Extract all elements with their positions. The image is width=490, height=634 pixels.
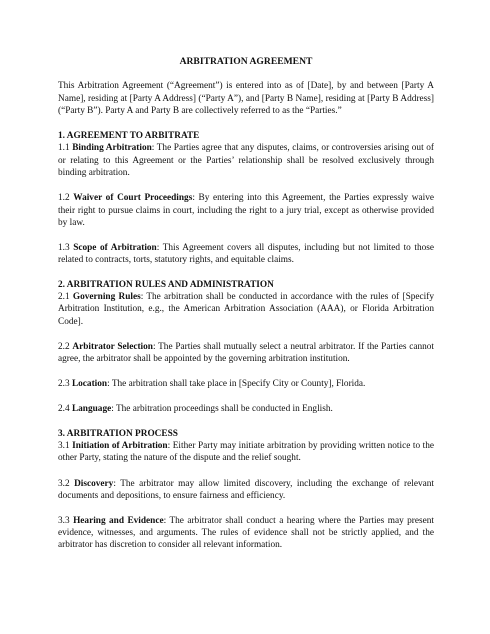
clause-number: 2.2 — [58, 342, 73, 353]
clause-number: 1.3 — [58, 242, 74, 253]
clause-text: : By entering into this Agreement, the Parties expressly waive their right to pursue claims in court, including the right to a jury trial, except as otherwise provided by law. — [58, 193, 435, 228]
clause-term: Governing Rules — [72, 292, 141, 303]
clause-term: Hearing and Evidence — [73, 515, 164, 526]
clause-1-1 — [58, 142, 434, 179]
clause-term: Language — [71, 403, 112, 414]
clause-term: Discovery — [74, 478, 114, 489]
document-title: ARBITRATION AGREEMENT — [179, 56, 313, 67]
clause-3-2 — [58, 478, 434, 503]
clause-3-1 — [58, 440, 434, 465]
clause-text: : Either Party may initiate arbitration by providing written notice to the other Party, stating the nature of the dispute and the relief sought. — [58, 441, 434, 464]
clause-number: 1.2 — [58, 193, 74, 204]
clause-number: 2.4 — [58, 403, 72, 414]
clause-text: : This Agreement covers all disputes, including but not limited to those related to contracts, torts, statutory rights, and equitable claims. — [58, 242, 434, 266]
section-heading: 2. ARBITRATION RULES AND ADMINISTRATION — [58, 279, 274, 290]
section-3 — [58, 428, 434, 552]
clause-text: : The arbitrator shall conduct a hearing where the Parties may present evidence, witnesses, and arguments. The rules of evidence shall not be strictly applied, and the arbitrator has discretion to consider all relevant information. — [58, 515, 435, 551]
clause-term: Location — [71, 379, 108, 390]
clause-text: : The arbitration proceedings shall be conducted in English. — [111, 403, 333, 414]
clause-number: 2.1 — [58, 292, 73, 303]
clause-term: Scope of Arbitration — [73, 242, 157, 253]
clause-text: : The arbitration shall take place in [Specify City or County], Florida. — [107, 379, 366, 390]
clause-number: 3.3 — [58, 515, 74, 526]
clause-1-3 — [58, 242, 434, 267]
clause-term: Arbitrator Selection — [72, 342, 153, 353]
clause-term: Waiver of Court Proceedings — [73, 193, 193, 204]
document-body — [58, 56, 434, 564]
clause-text: : The arbitrator may allow limited discovery, including the exchange of relevant documents and depositions, to ensure fairness and efficiency. — [58, 478, 434, 501]
clause-1-2 — [58, 192, 434, 229]
section-1 — [58, 130, 434, 266]
clause-number: 3.1 — [58, 441, 73, 452]
clause-term: Binding Arbitration — [72, 143, 152, 154]
clause-text: : The arbitration shall be conducted in accordance with the rules of [Specify Arbitration Institution, e.g., the American Arbitration Association (AAA), or Florida Arbitration Code]. — [58, 292, 434, 327]
clause-text: : The Parties shall mutually select a neutral arbitrator. If the Parties cannot agree, the arbitrator shall be appointed by the governing arbitration institution. — [58, 342, 434, 365]
clause-2-4 — [58, 403, 434, 415]
clause-number: 2.3 — [58, 379, 72, 390]
section-heading: 1. AGREEMENT TO ARBITRATE — [58, 131, 200, 142]
clause-3-3 — [58, 515, 434, 552]
intro-paragraph: This Arbitration Agreement (“Agreement”) is entered into as of [Date], by and between [Party A Name], residing at [Party A Address] (“Party A”), and [Party B Name], residing at [Party B Address] (“Party B”). Party A and Party B are collectively referred to as the “Parties.” — [58, 81, 434, 116]
clause-term: Initiation of Arbitration — [72, 441, 168, 452]
clause-2-1 — [58, 291, 434, 328]
section-heading: 3. ARBITRATION PROCESS — [58, 428, 178, 439]
clause-text: : The Parties agree that any disputes, claims, or controversies arising out of or relating to this Agreement or the Parties’ relationship shall be resolved exclusively through binding arbitration. — [58, 143, 434, 179]
clause-number: 1.1 — [58, 143, 73, 154]
clause-2-3 — [58, 378, 434, 390]
section-2 — [58, 279, 434, 415]
clause-number: 3.2 — [58, 478, 75, 489]
clause-2-2 — [58, 341, 434, 366]
